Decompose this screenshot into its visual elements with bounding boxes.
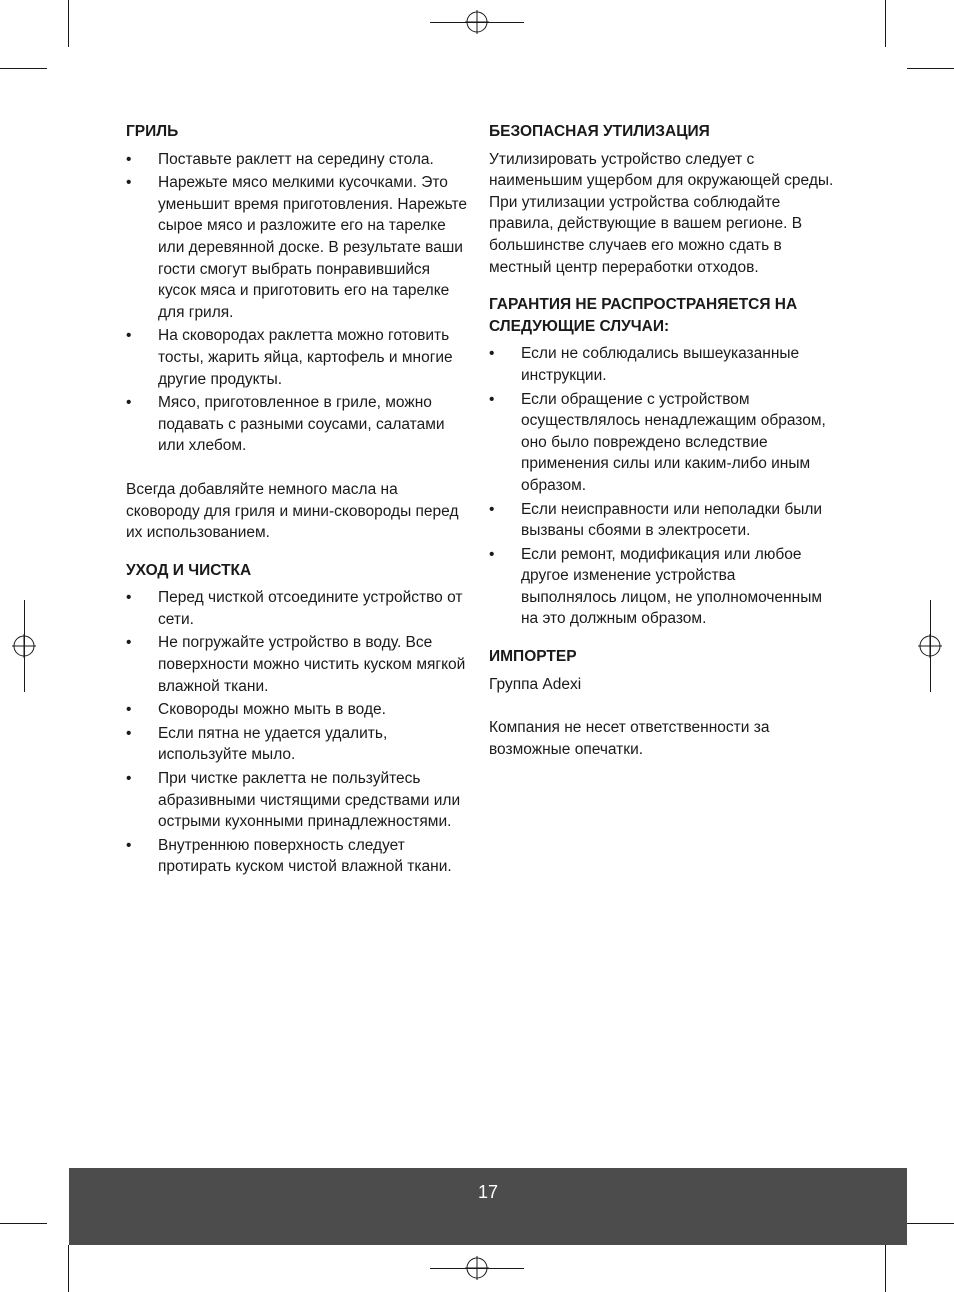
- crop-mark: [68, 0, 69, 47]
- bullet: •: [126, 327, 132, 345]
- list-item: • Если ремонт, модификация или любое другое изменение устройства выполнялось лицом, не уполномоченным на это должным образом.: [489, 545, 822, 628]
- crop-mark: [0, 68, 47, 69]
- list-item: • Нарежьте мясо мелкими кусочками. Это уменьшит время приготовления. Нарежьте сырое мясо и разложите его на тарелке или деревянной доске. В результате ваши гости смогут выбрать понравившийся кусок мяса и приготовить его на тарелке для гриля.: [126, 174, 468, 321]
- bullet: •: [489, 390, 495, 408]
- bullet: •: [126, 770, 132, 788]
- list-item: • На сковородах раклетта можно готовить тосты, жарить яйца, картофель и многие другие продукты.: [126, 327, 453, 388]
- left-column: [126, 121, 471, 880]
- right-column: [489, 121, 834, 760]
- list-item: • Внутреннюю поверхность следует протирать куском чистой влажной ткани.: [126, 836, 452, 876]
- list-item: • Если неисправности или неполадки были вызваны сбоями в электросети.: [489, 500, 823, 540]
- importer-company: Группа Adexi: [489, 675, 582, 693]
- bullet: •: [126, 701, 132, 719]
- crop-mark: [24, 600, 25, 692]
- bullet: •: [126, 724, 132, 742]
- crop-mark: [68, 1245, 69, 1292]
- list-item: • Если обращение с устройством осуществлялось ненадлежащим образом, оно было повреждено вследствие применения силы или каким-либо иным образом.: [489, 390, 826, 494]
- list-item: • Перед чисткой отсоедините устройство от сети.: [126, 589, 463, 628]
- grill-heading: ГРИЛЬ: [126, 123, 179, 140]
- warranty-section: [489, 294, 834, 630]
- grill-note: Всегда добавляйте немного масла на сковороду для гриля и мини-сковороды перед их использованием.: [126, 480, 459, 542]
- grill-section: [126, 121, 471, 544]
- list-item: • Не погружайте устройство в воду. Все поверхности можно чистить куском мягкой влажной ткани.: [126, 634, 466, 695]
- crop-mark: [430, 1268, 524, 1269]
- crop-mark: [430, 22, 524, 23]
- importer-heading: ИМПОРТЕР: [489, 648, 577, 666]
- bullet: •: [489, 545, 495, 563]
- crop-mark: [885, 1245, 886, 1292]
- crop-mark: [907, 68, 954, 69]
- list-item: • Поставьте раклетт на середину стола.: [126, 149, 471, 171]
- warranty-heading: ГАРАНТИЯ НЕ РАСПРОСТРАНЯЕТСЯ НА СЛЕДУЮЩИЕ СЛУЧАИ:: [489, 296, 798, 335]
- list-item: • При чистке раклетта не пользуйтесь абразивными чистящими средствами или острыми кухонными принадлежностями.: [126, 770, 461, 831]
- disposal-heading: БЕЗОПАСНАЯ УТИЛИЗАЦИЯ: [489, 123, 710, 140]
- disposal-section: [489, 121, 834, 278]
- warranty-list: [489, 343, 834, 630]
- list-item: • Сковороды можно мыть в воде.: [126, 699, 471, 721]
- disposal-text: Утилизировать устройство следует с наименьшим ущербом для окружающей среды. При утилизации устройства соблюдайте правила, действующие в вашем регионе. В большинстве случаев его можно сдать в местный центр переработки отходов.: [489, 150, 834, 276]
- importer-section: [489, 646, 834, 760]
- bullet: •: [126, 836, 132, 854]
- bullet: •: [126, 394, 132, 412]
- list-item: • Мясо, приготовленное в гриле, можно подавать с разными соусами, салатами или хлебом.: [126, 394, 445, 455]
- care-heading: УХОД И ЧИСТКА: [126, 561, 252, 579]
- footer-band: [69, 1168, 907, 1245]
- care-section: [126, 560, 471, 878]
- list-item: • Если пятна не удается удалить, используйте мыло.: [126, 724, 388, 764]
- grill-list: [126, 149, 471, 457]
- bullet: •: [489, 500, 495, 518]
- importer-disclaimer: Компания не несет ответственности за возможные опечатки.: [489, 719, 770, 758]
- bullet: •: [126, 589, 132, 607]
- page-number: 17: [477, 1182, 499, 1202]
- bullet: •: [126, 634, 132, 652]
- bullet: •: [126, 150, 132, 168]
- list-item: • Если не соблюдались вышеуказанные инструкции.: [489, 345, 800, 384]
- bullet: •: [126, 174, 132, 192]
- crop-mark: [885, 0, 886, 47]
- care-list: [126, 587, 471, 878]
- crop-mark: [930, 600, 931, 692]
- crop-mark: [907, 1223, 954, 1224]
- crop-mark: [0, 1223, 47, 1224]
- bullet: •: [489, 345, 495, 363]
